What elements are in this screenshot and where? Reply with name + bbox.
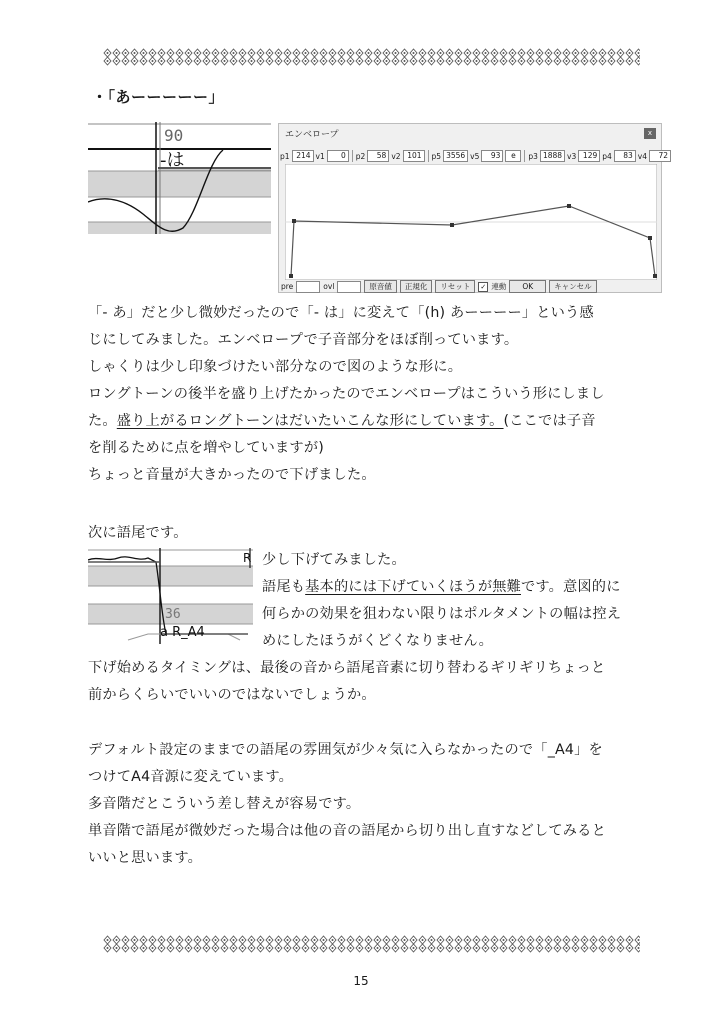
paragraph-envelope-explanation	[88, 300, 668, 489]
pre-field[interactable]	[296, 281, 320, 293]
param-field-p2[interactable]: 58	[367, 150, 389, 162]
text-line: しゃくりは少し印象づけたい部分なので図のような形に。	[88, 359, 463, 375]
note-lyric-label: a R_A4	[160, 625, 205, 640]
text-line: ちょっと音量が大きかったので下げました。	[88, 467, 376, 483]
section-heading: ・「あーーーーー」	[92, 88, 225, 106]
envelope-point[interactable]	[648, 236, 652, 240]
decorative-border-bottom	[103, 935, 640, 953]
decorative-border-top	[103, 48, 640, 66]
envelope-point[interactable]	[450, 223, 454, 227]
text-line: 「- あ」だと少し微妙だったので「- は」に変えて「(h) あーーーー」という感	[88, 305, 594, 321]
param-field-p4[interactable]: 83	[614, 150, 636, 162]
param-divider	[524, 150, 525, 162]
text-line: デフォルト設定のままでの語尾の雰囲気が少々気に入らなかったので「_A4」を	[88, 742, 603, 758]
text-line	[88, 408, 668, 435]
page-number: 15	[353, 974, 369, 988]
text-span: (ここでは子音	[503, 413, 596, 429]
text-line: 単音階で語尾が微妙だった場合は他の音の語尾から切り出し直すなどしてみると	[88, 823, 606, 839]
envelope-dialog-title: エンベロープ	[285, 130, 339, 140]
link-checkbox[interactable]: ✓	[478, 282, 488, 292]
text-line: 下げ始めるタイミングは、最後の音から語尾音素に切り替わるギリギリちょっと	[88, 660, 606, 676]
envelope-graph[interactable]	[285, 164, 657, 280]
text-line: 少し下げてみました。	[262, 552, 406, 568]
param-field-v3[interactable]: 129	[578, 150, 600, 162]
param-field-p1[interactable]: 214	[292, 150, 314, 162]
text-span: た。	[88, 413, 117, 429]
param-field-v2[interactable]: 101	[403, 150, 425, 162]
cancel-button[interactable]: キャンセル	[549, 280, 597, 293]
ovl-field[interactable]	[337, 281, 361, 293]
figure-pitch-curve-2	[88, 548, 253, 644]
param-field-v1[interactable]: 0	[327, 150, 349, 162]
paragraph-a4-source	[88, 737, 668, 872]
param-field-v5[interactable]: 93	[481, 150, 503, 162]
note-edge-label: R	[243, 551, 252, 565]
envelope-controls-row	[281, 280, 597, 293]
text-line: 何らかの効果を狙わない限りはポルタメントの幅は控え	[262, 606, 622, 622]
envelope-point[interactable]	[653, 274, 657, 278]
figure-pitch-curve-1	[88, 122, 271, 234]
text-line: いいと思います。	[88, 850, 202, 866]
original-value-button[interactable]: 原音値	[364, 280, 397, 293]
text-line: 前からくらいでいいのではないでしょうか。	[88, 687, 376, 703]
text-line: ロングトーンの後半を盛り上げたかったのでエンベロープはこういう形にしまし	[88, 386, 605, 402]
pre-label: pre	[281, 282, 294, 291]
param-field-p5[interactable]: 3556	[443, 150, 468, 162]
note-number-label: 90	[164, 126, 184, 145]
paragraph-ending-timing	[88, 655, 668, 709]
param-label-v1: v1	[315, 151, 325, 161]
text-span: 語尾も	[262, 579, 306, 595]
param-label-p5: p5	[431, 151, 442, 161]
text-line	[262, 574, 667, 601]
text-line: 多音階だとこういう差し替えが容易です。	[88, 796, 361, 812]
section-2-title	[88, 520, 668, 547]
ovl-label: ovl	[323, 282, 335, 291]
ok-button[interactable]: OK	[509, 280, 546, 293]
underlined-text: 盛り上がるロングトーンはだいたいこんな形にしています。	[116, 413, 504, 429]
envelope-point[interactable]	[289, 274, 293, 278]
reset-button[interactable]: リセット	[435, 280, 475, 293]
param-label-v4: v4	[637, 151, 648, 161]
param-label-v3: v3	[567, 151, 577, 161]
param-field-p3[interactable]: 1888	[540, 150, 565, 162]
text-line: めにしたほうがくどくなりません。	[262, 633, 494, 649]
param-label-p1: p1	[280, 151, 290, 161]
link-label: 連動	[491, 282, 507, 291]
text-line: 次に語尾です。	[88, 525, 188, 541]
param-field-v4[interactable]: 72	[649, 150, 671, 162]
text-span: です。意図的に	[521, 579, 621, 595]
param-label-p4: p4	[602, 151, 612, 161]
close-button[interactable]: x	[644, 128, 656, 139]
underlined-text: 基本的には下げていくほうが無難	[305, 579, 521, 595]
envelope-params-row	[280, 150, 671, 162]
note-number-label: 36	[165, 607, 181, 622]
param-divider	[352, 150, 353, 162]
text-line: つけてA4音源に変えています。	[88, 769, 294, 785]
note-lyric-label: -は	[160, 150, 185, 171]
param-button-e[interactable]: e	[505, 150, 521, 162]
param-label-v5: v5	[470, 151, 480, 161]
param-divider	[428, 150, 429, 162]
param-label-v2: v2	[391, 151, 401, 161]
param-label-p3: p3	[528, 151, 538, 161]
envelope-dialog	[278, 123, 669, 293]
normalize-button[interactable]: 正規化	[400, 280, 433, 293]
text-line: を削るために点を増やしていますが)	[88, 440, 324, 456]
text-line: じにしてみました。エンベロープで子音部分をほぼ削っています。	[88, 332, 519, 348]
param-label-p2: p2	[355, 151, 366, 161]
envelope-point[interactable]	[567, 204, 571, 208]
envelope-point[interactable]	[292, 219, 296, 223]
paragraph-ending-explanation	[262, 547, 667, 655]
